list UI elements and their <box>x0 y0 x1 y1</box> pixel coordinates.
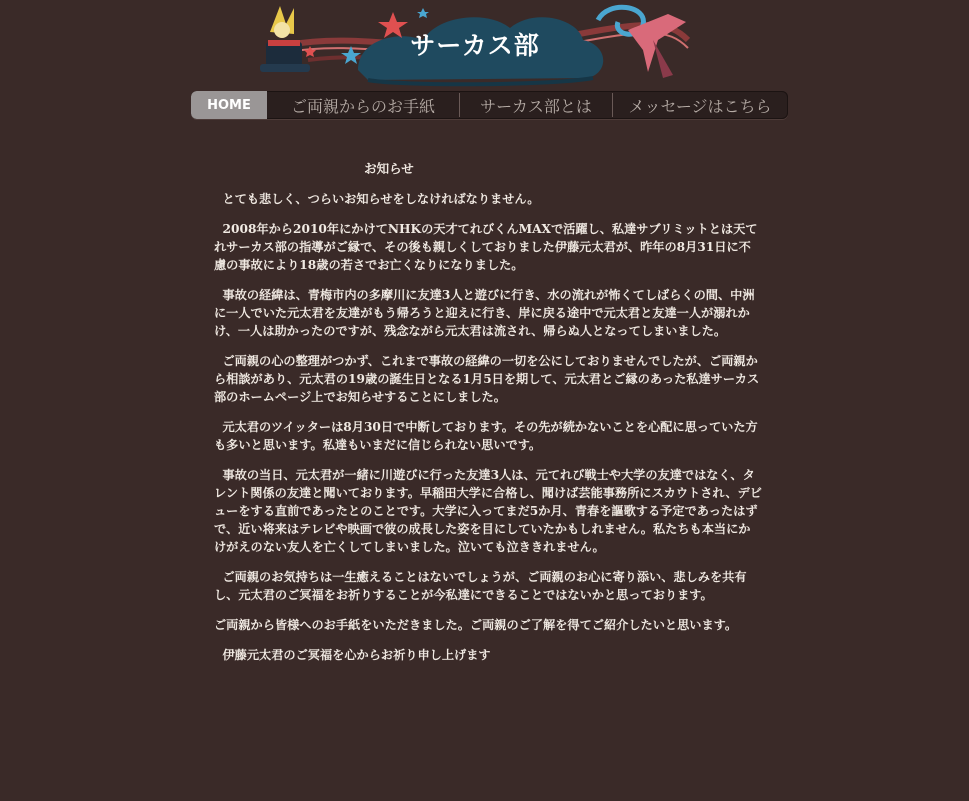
paragraph-text: 事故の当日、元太君が一緒に川遊びに行った友達3人は、元てれび戦士や大学の友達ではなく、タレント関係の友達と聞いております。早稲田大学に合格し、聞けば芸能事務所にスカウトされ、デビューをする直前であったとのことです。大学に入ってまだ5か月、青春を謳歌する予定であったはずで、近い将来はテレビや映画で彼の成長した姿を目にしていたかもしれません。私たちも本当にかけがえのない友人を亡くしてしまいました。泣いても泣ききれません。 <box>214 468 762 554</box>
paragraph-text: 事故の経緯は、青梅市内の多摩川に友達3人と遊びに行き、水の流れが怖くてしばらくの間、中洲に一人でいた元太君を友達がもう帰ろうと迎えに行き、岸に戻る途中で元太君と友達一人が溺れかけ、一人は助かったのですが、残念ながら元太君は流され、帰らぬ人となってしまいました。 <box>214 288 755 338</box>
nav-messages[interactable]: メッセージはこちら <box>628 96 772 116</box>
notice-paragraph <box>214 466 762 556</box>
paragraph-text: 伊藤元太君のご冥福を心からお祈り申し上げます <box>222 648 491 662</box>
paragraph-text: ご両親のお気持ちは一生癒えることはないでしょうが、ご両親のお心に寄り添い、悲しみを共有し、元太君のご冥福をお祈りすることが今私達にできることではないかと思っております。 <box>214 570 747 602</box>
paragraph-text: 2008年から2010年にかけてNHKの天才てれびくんMAXで活躍し、私達サブリミットとは天てれサーカス部の指導がご縁で、その後も親しくしておりました伊藤元太君が、昨年の8月31日に不慮の事故により18歳の若さでお亡くなりになりました。 <box>214 222 758 272</box>
notice-paragraph <box>214 616 762 634</box>
paragraph-text: とても悲しく、つらいお知らせをしなければなりません。 <box>222 192 540 206</box>
paragraph-text: ご両親の心の整理がつかず、これまで事故の経緯の一切を公にしておりませんでしたが、ご両親から相談があり、元太君の19歳の誕生日となる1月5日を期して、元太君とご縁のあった私達サーカス部のホームページ上でお知らせすることにしました。 <box>214 354 760 404</box>
site-title: サーカス部 <box>410 31 540 60</box>
notice-paragraph <box>214 190 762 208</box>
notice-paragraph <box>214 418 762 454</box>
notice-paragraph <box>214 286 762 340</box>
nav-parents-letter[interactable]: ご両親からのお手紙 <box>290 96 435 116</box>
main-navigation <box>191 91 788 119</box>
notice-paragraph <box>214 646 762 664</box>
notice-heading: お知らせ <box>364 161 414 176</box>
nav-about-circus-club[interactable]: サーカス部とは <box>480 96 592 116</box>
notice-paragraph <box>214 352 762 406</box>
notice-article <box>214 160 762 676</box>
notice-paragraph <box>214 568 762 604</box>
notice-paragraph <box>214 220 762 274</box>
nav-home[interactable]: HOME <box>191 91 267 119</box>
paragraph-text: ご両親から皆様へのお手紙をいただきました。ご両親のご了解を得てご紹介したいと思います。 <box>214 618 738 632</box>
paragraph-text: 元太君のツイッターは8月30日で中断しております。その先が続かないことを心配に思っていた方も多いと思います。私達もいまだに信じられない思いです。 <box>214 420 758 452</box>
